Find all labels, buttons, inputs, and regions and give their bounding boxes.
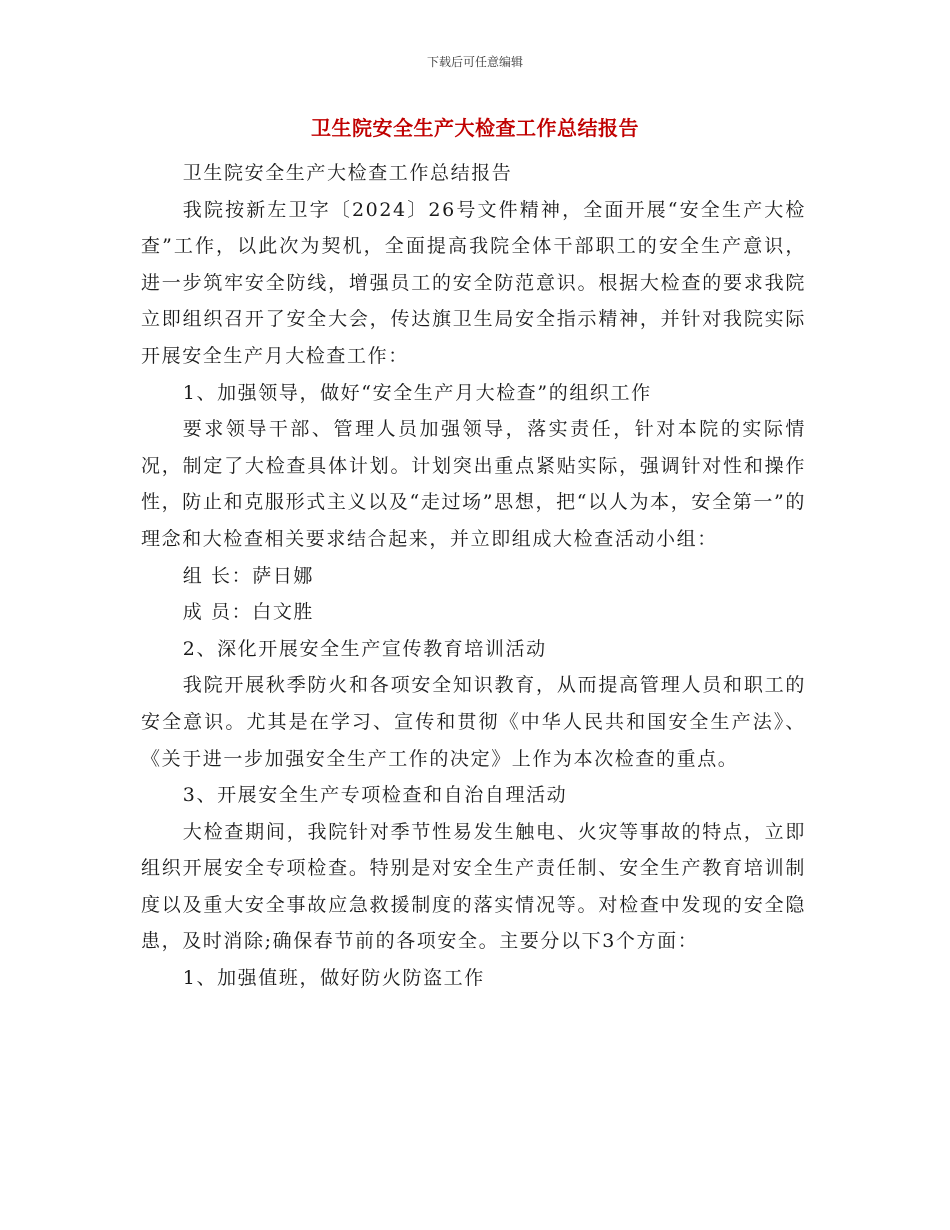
- section-heading-2: 2、深化开展安全生产宣传教育培训活动: [182, 637, 547, 660]
- paragraph-section-2: 我院开展秋季防火和各项安全知识教育，从而提高管理人员和职工的安全意识。尤其是在学习、宣传和贯彻《中华人民共和国安全生产法》、《关于进一步加强安全生产工作的决定》上作为本次检查的重点。: [141, 674, 806, 770]
- section-heading-3: 3、开展安全生产专项检查和自治自理活动: [182, 784, 568, 807]
- document-body: [141, 155, 806, 997]
- paragraph-subtitle: 卫生院安全生产大检查工作总结报告: [182, 162, 513, 184]
- sub-heading-1: 1、加强值班，做好防火防盗工作: [182, 967, 485, 990]
- team-leader: 组 长：萨日娜: [182, 564, 315, 587]
- paragraph-intro: 我院按新左卫字〔2024〕26号文件精神，全面开展“安全生产大检查”工作，以此次为契机，全面提高我院全体干部职工的安全生产意识，进一步筑牢安全防线，增强员工的安全防范意识。根据大检查的要求我院立即组织召开了安全大会，传达旗卫生局安全指示精神，并针对我院实际开展安全生产月大检查工作：: [141, 198, 806, 367]
- paragraph-section-1: 要求领导干部、管理人员加强领导，落实责任，针对本院的实际情况，制定了大检查具体计划。计划突出重点紧贴实际，强调针对性和操作性，防止和克服形式主义以及“走过场”思想，把“以人为本，安全第一”的理念和大检查相关要求结合起来，并立即组成大检查活动小组：: [141, 418, 806, 550]
- header-note: 下载后可任意编辑: [426, 55, 523, 69]
- team-member: 成 员：白文胜: [182, 601, 315, 624]
- section-heading-1: 1、加强领导，做好“安全生产月大检查”的组织工作: [182, 381, 652, 404]
- paragraph-section-3: 大检查期间，我院针对季节性易发生触电、火灾等事故的特点，立即组织开展安全专项检查。特别是对安全生产责任制、安全生产教育培训制度以及重大安全事故应急救援制度的落实情况等。对检查中发现的安全隐患，及时消除;确保春节前的各项安全。主要分以下3个方面：: [141, 820, 806, 953]
- document-title: 卫生院安全生产大检查工作总结报告: [311, 116, 639, 140]
